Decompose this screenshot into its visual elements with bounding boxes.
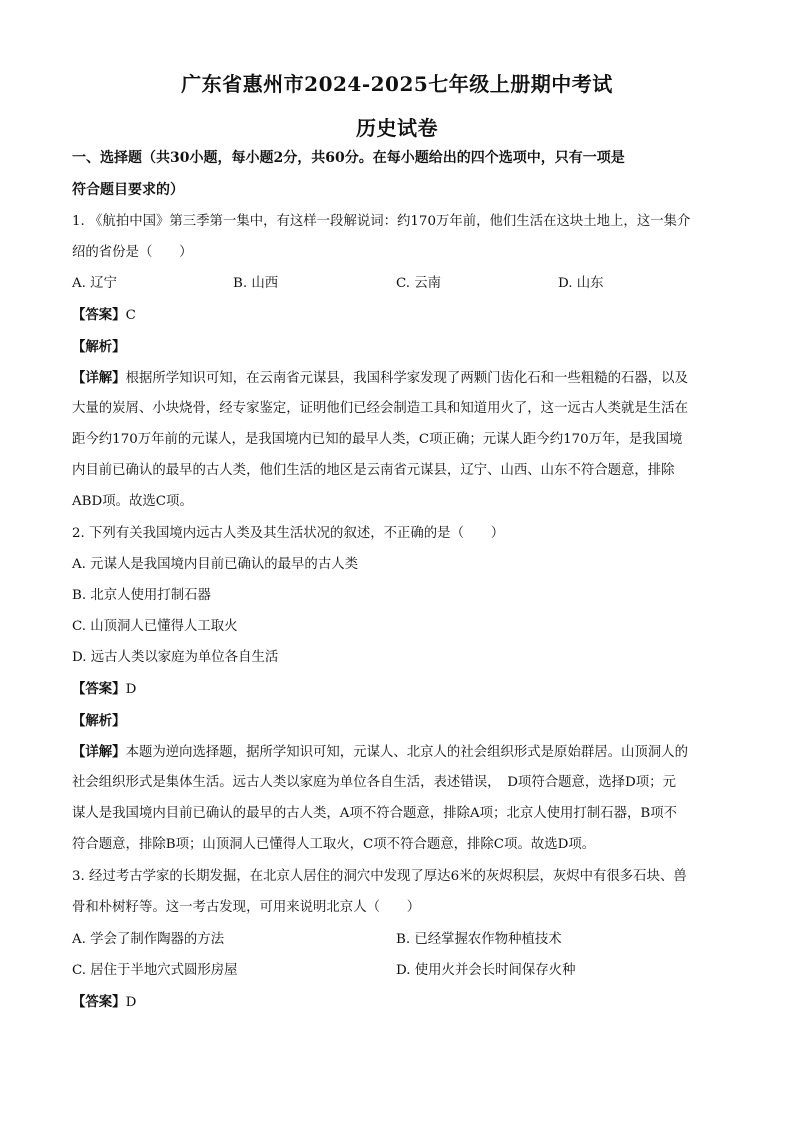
answer-label: 【答案】 bbox=[72, 994, 126, 1010]
q3-option-d: D. 使用火并会长时间保存火种 bbox=[396, 963, 576, 978]
q2-stem: 2. 下列有关我国境内远古人类及其生活状况的叙述，不正确的是（ ） bbox=[72, 526, 505, 541]
answer-label: 【答案】 bbox=[72, 307, 126, 323]
q3-answer bbox=[72, 992, 136, 1013]
analysis-label: 【解析】 bbox=[72, 713, 126, 729]
q1-answer bbox=[72, 305, 136, 326]
q3-stem-line-1: 3. 经过考古学家的长期发掘，在北京人居住的洞穴中发现了厚达6米的灰烬积层，灰烬中有很多石块、兽 bbox=[72, 869, 687, 884]
q2-detail-line-2: 社会组织形式是集体生活。远古人类以家庭为单位各自生活，表述错误， D项符合题意，选择D项；元 bbox=[72, 775, 676, 790]
section-heading-line-1: 一、选择题（共30小题，每小题2分，共60分。在每小题给出的四个选项中，只有一项是 bbox=[72, 150, 625, 166]
q1-detail-line-5: ABD项。故选C项。 bbox=[72, 494, 193, 509]
q1-option-d: D. 山东 bbox=[558, 276, 604, 291]
q1-option-b: B. 山西 bbox=[233, 276, 279, 291]
detail-label: 【详解】 bbox=[72, 370, 126, 386]
q1-detail-line-3: 距今约170万年前的元谋人，是我国境内已知的最早人类，C项正确；元谋人距今约170万年，是我国境 bbox=[72, 432, 683, 447]
q3-answer-value: D bbox=[125, 995, 137, 1010]
q2-option-d: D. 远古人类以家庭为单位各自生活 bbox=[72, 650, 279, 665]
q2-answer-value: D bbox=[125, 682, 137, 697]
q1-option-c: C. 云南 bbox=[396, 276, 442, 291]
q2-answer bbox=[72, 679, 136, 700]
q1-detail-line-1 bbox=[72, 368, 688, 389]
q1-detail-line-2: 大量的炭屑、小块烧骨，经专家鉴定，证明他们已经会制造工具和知道用火了，这一远古人类就是生活在 bbox=[72, 401, 688, 416]
q1-detail-text-1: 根据所学知识可知，在云南省元谋县，我国科学家发现了两颗门齿化石和一些粗糙的石器，以及 bbox=[125, 371, 688, 386]
q1-stem-line-2: 绍的省份是（ ） bbox=[72, 245, 193, 260]
q2-analysis bbox=[72, 711, 126, 732]
page-title: 广东省惠州市2024-2025七年级上册期中考试 bbox=[181, 72, 613, 96]
q1-option-a: A. 辽宁 bbox=[72, 276, 117, 291]
q2-detail-text-1: 本题为逆向选择题，据所学知识可知，元谋人、北京人的社会组织形式是原始群居。山顶洞人的 bbox=[125, 745, 688, 760]
section-heading-line-2: 符合题目要求的） bbox=[72, 182, 184, 198]
q2-option-b: B. 北京人使用打制石器 bbox=[72, 588, 211, 603]
q2-detail-line-1 bbox=[72, 742, 688, 763]
q2-detail-line-4: 符合题意，排除B项；山顶洞人已懂得人工取火，C项不符合题意，排除C项。故选D项。 bbox=[72, 837, 596, 852]
analysis-label: 【解析】 bbox=[72, 339, 126, 355]
detail-label: 【详解】 bbox=[72, 744, 126, 760]
q3-stem-line-2: 骨和朴树籽等。这一考古发现，可用来说明北京人（ ） bbox=[72, 900, 421, 915]
answer-label: 【答案】 bbox=[72, 681, 126, 697]
q2-detail-line-3: 谋人是我国境内目前已确认的最早的古人类，A项不符合题意，排除A项；北京人使用打制石器，B项不 bbox=[72, 806, 677, 821]
q1-answer-value: C bbox=[125, 308, 136, 323]
q1-detail-line-4: 内目前已确认的最早的古人类，他们生活的地区是云南省元谋县，辽宁、山西、山东不符合题意，排除 bbox=[72, 463, 675, 478]
q3-option-a: A. 学会了制作陶器的方法 bbox=[72, 932, 225, 947]
q2-option-c: C. 山顶洞人已懂得人工取火 bbox=[72, 619, 238, 634]
q1-analysis bbox=[72, 337, 126, 358]
q2-option-a: A. 元谋人是我国境内目前已确认的最早的古人类 bbox=[72, 557, 358, 572]
page-subtitle: 历史试卷 bbox=[356, 116, 438, 140]
q3-option-b: B. 已经掌握农作物种植技术 bbox=[396, 932, 562, 947]
q1-stem-line-1: 1. 《航拍中国》第三季第一集中，有这样一段解说词：约170万年前，他们生活在这块土地上，这一集介 bbox=[72, 214, 691, 229]
q3-option-c: C. 居住于半地穴式圆形房屋 bbox=[72, 963, 238, 978]
